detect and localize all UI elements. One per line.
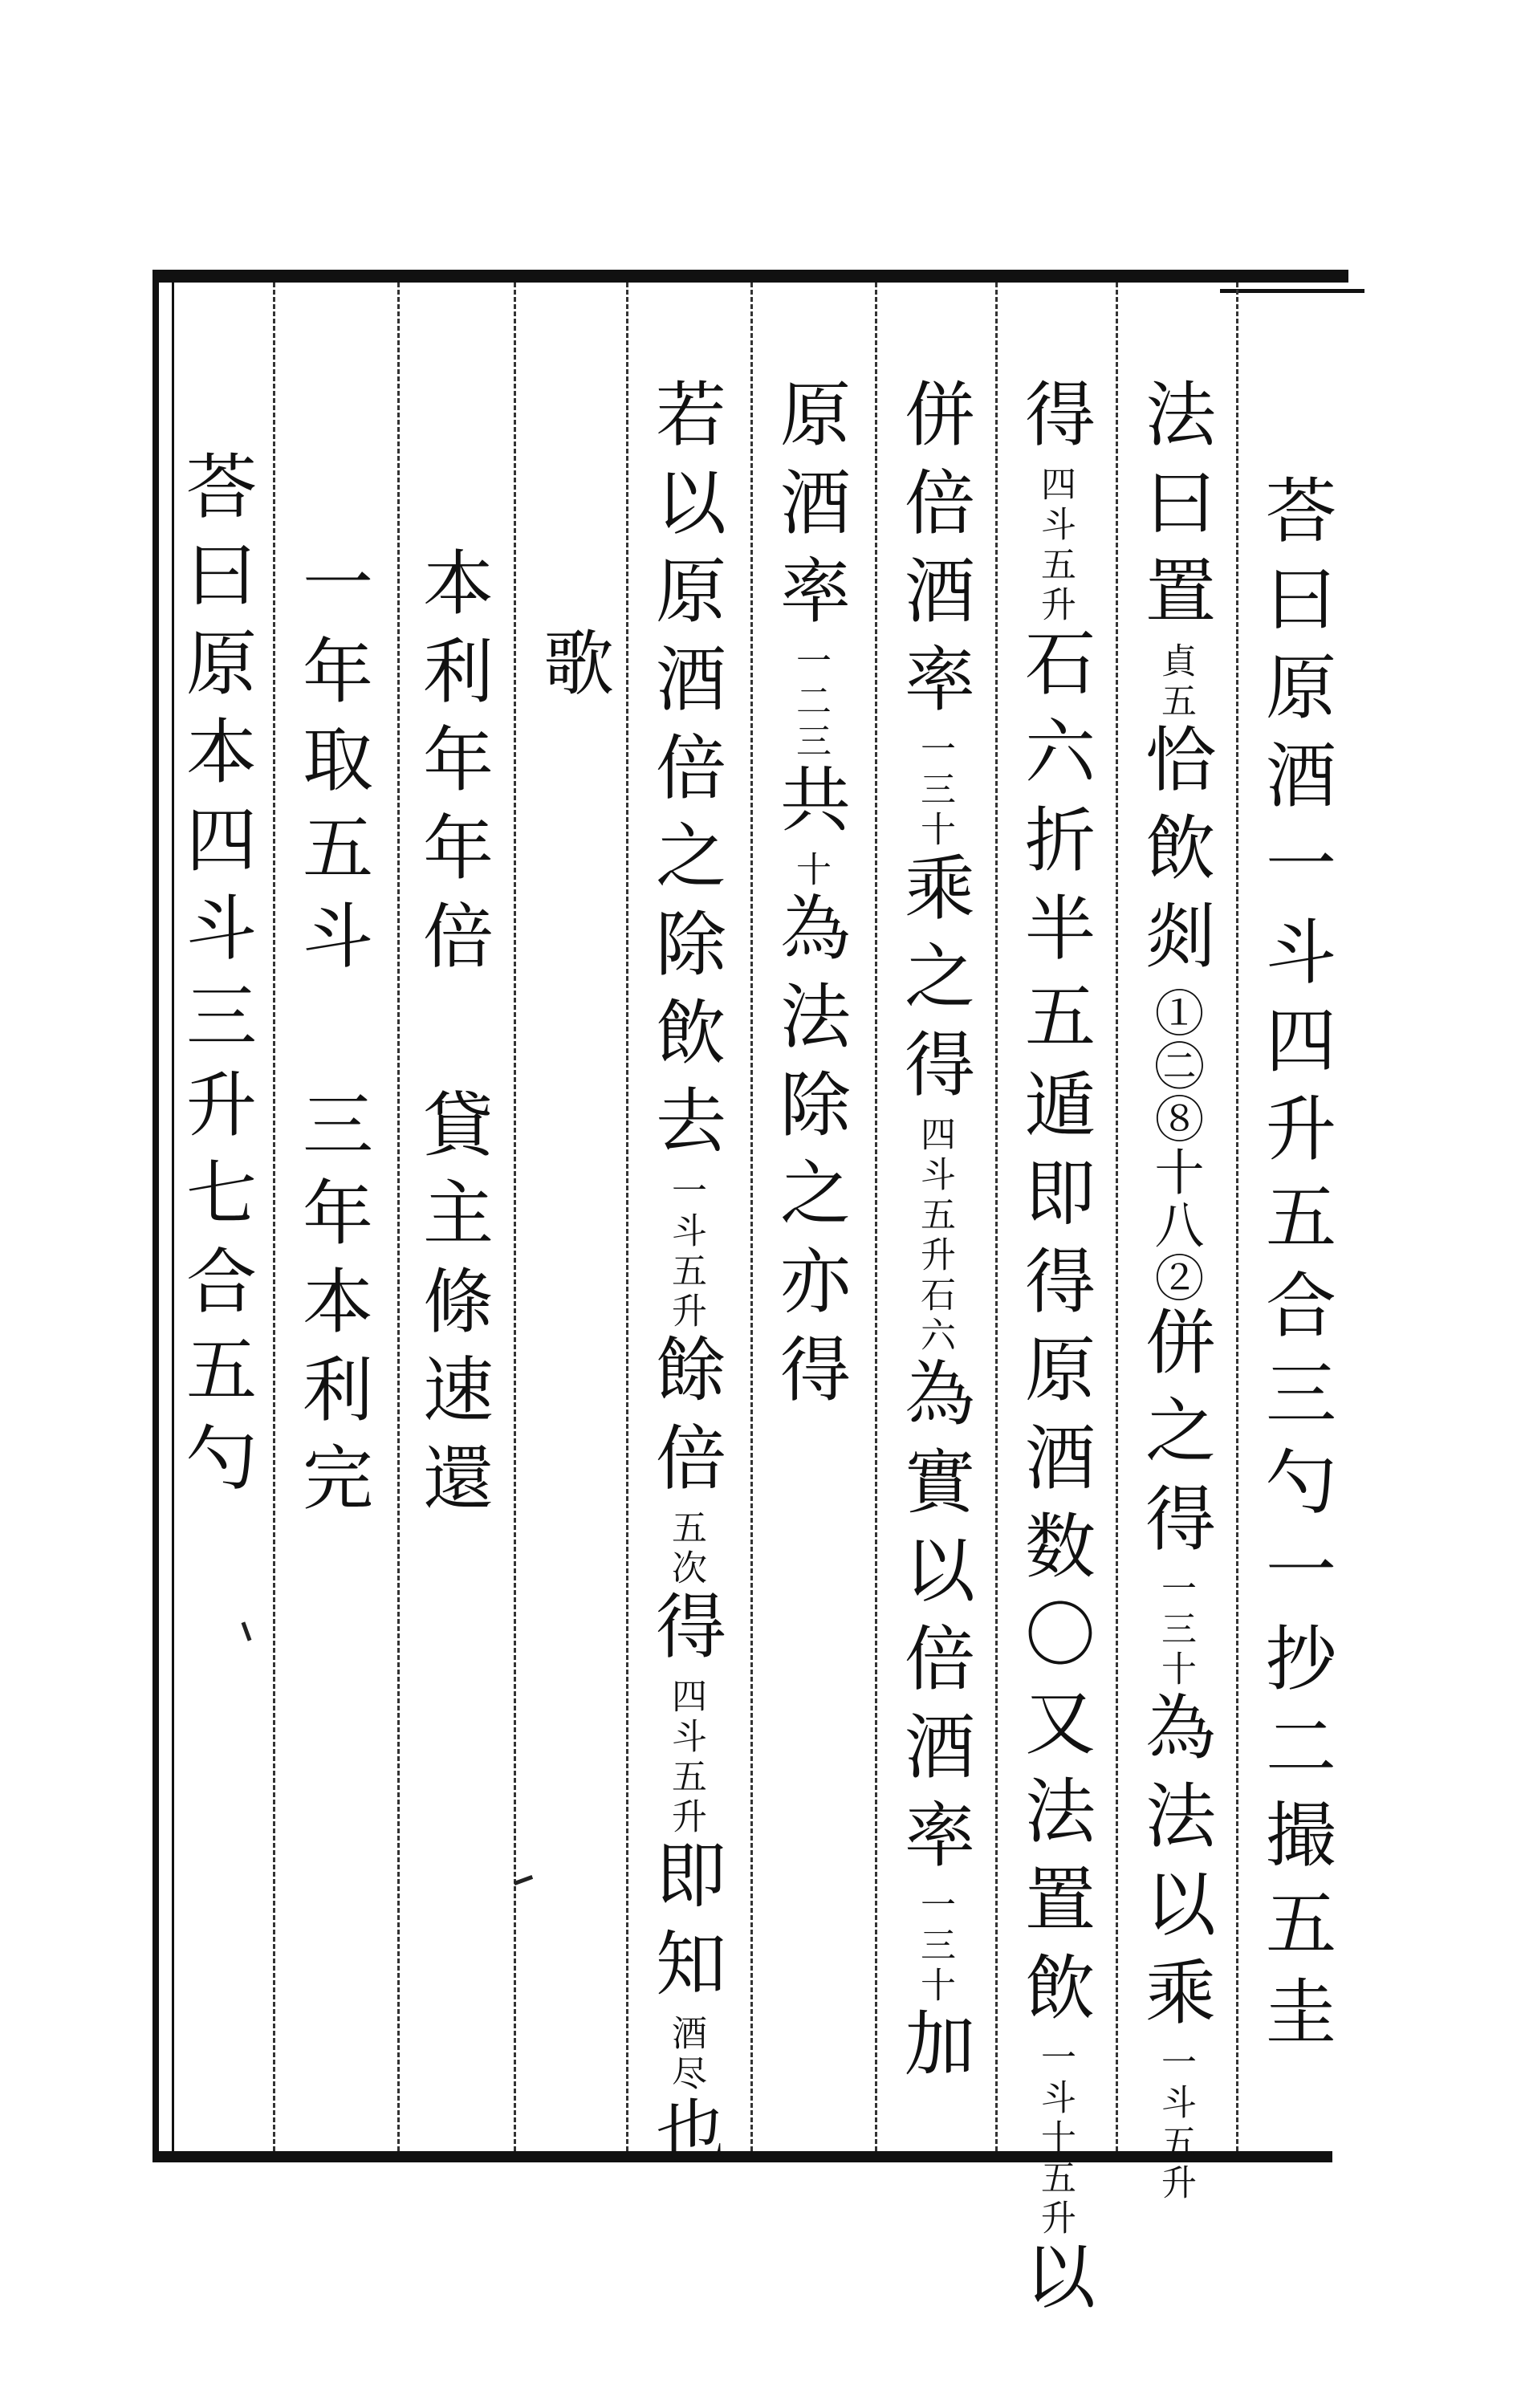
top-rule: [152, 270, 1348, 283]
column-text: 歌: [532, 626, 615, 714]
interlinear-note: 貞五: [1155, 642, 1196, 722]
column-text: 若以原酒倍之除飲去: [645, 377, 727, 1172]
column-text: 荅曰原本四斗三升七合五勺: [175, 449, 258, 1509]
column-divider: [875, 283, 877, 2151]
column-text: 法曰置: [1134, 377, 1217, 642]
interlinear-note: 四斗五升: [914, 1116, 955, 1276]
text-column-5: [769, 377, 852, 1421]
interlinear-note: 十: [790, 851, 831, 891]
interlinear-note: 酒尽: [665, 2015, 706, 2095]
column-text: 即知: [645, 1838, 727, 2015]
column-text: 乘之得: [893, 851, 976, 1116]
interlinear-note: 石六: [914, 1276, 955, 1357]
column-text: 荅曰原酒一斗四升五合三勺一抄二撮五圭: [1255, 474, 1337, 2063]
column-text: 餘倍: [645, 1332, 727, 1509]
text-column-2: [1134, 377, 1217, 2204]
interlinear-note: 一斗五升: [665, 1172, 706, 1332]
text-column-6: [645, 377, 727, 2183]
interlinear-note: 一三十: [914, 1886, 955, 2007]
text-column-answer: [175, 449, 258, 1509]
column-text: 為實以倍酒率: [893, 1357, 976, 1886]
column-text: 石六折半五遁即得原酒数〇又法置飲: [1014, 626, 1096, 2039]
column-text: 為法以乘: [1134, 1690, 1217, 2044]
column-divider: [750, 283, 753, 2151]
column-text: 併倍酒率: [893, 377, 976, 730]
verse-line-2: [291, 546, 374, 1529]
column-text: 以: [1014, 2239, 1096, 2328]
column-text: 本利年年倍 貸主條速還: [412, 546, 494, 1529]
left-border: [152, 270, 159, 2162]
column-text: 得: [1014, 377, 1096, 466]
circled-numerals: ①㊁⑧十八②: [1146, 987, 1205, 1305]
column-text: 為法除之亦得: [769, 891, 852, 1421]
left-border-inner: [172, 270, 174, 2162]
column-divider: [273, 283, 275, 2151]
text-column-3: [1014, 377, 1096, 2328]
interlinear-note: 一斗十五升: [1035, 2039, 1076, 2239]
column-text: 恰飲剡: [1134, 722, 1217, 987]
column-divider: [995, 283, 998, 2151]
top-rule-accent: [1220, 289, 1364, 293]
interlinear-note: 四斗五升: [1035, 466, 1076, 626]
column-divider: [1236, 283, 1238, 2151]
column-text: 原酒率: [769, 377, 852, 642]
column-text: 共: [769, 763, 852, 851]
verse-line-1: [412, 546, 494, 1529]
interlinear-note: 一三十: [914, 730, 955, 851]
ink-mark: [242, 1621, 252, 1641]
ink-mark: [514, 1875, 533, 1885]
interlinear-note: 一二三: [790, 642, 831, 763]
interlinear-note: 一三十: [1155, 1570, 1196, 1690]
column-divider: [626, 283, 628, 2151]
column-text: 加: [893, 2007, 976, 2095]
column-text: 併之得: [1134, 1305, 1217, 1570]
interlinear-note: 一斗五升: [1155, 2044, 1196, 2204]
song-heading: [532, 626, 615, 714]
column-divider: [397, 283, 400, 2151]
interlinear-note: 五次: [665, 1509, 706, 1589]
column-text: 一年取五斗 三年本利完: [291, 546, 374, 1529]
column-text: 得: [645, 1589, 727, 1678]
column-text: 也: [645, 2095, 727, 2183]
interlinear-note: 四斗五升: [665, 1678, 706, 1838]
text-column-4: [893, 377, 976, 2095]
column-divider: [1116, 283, 1118, 2151]
text-column-1: [1255, 474, 1337, 2063]
column-divider: [514, 283, 516, 2151]
